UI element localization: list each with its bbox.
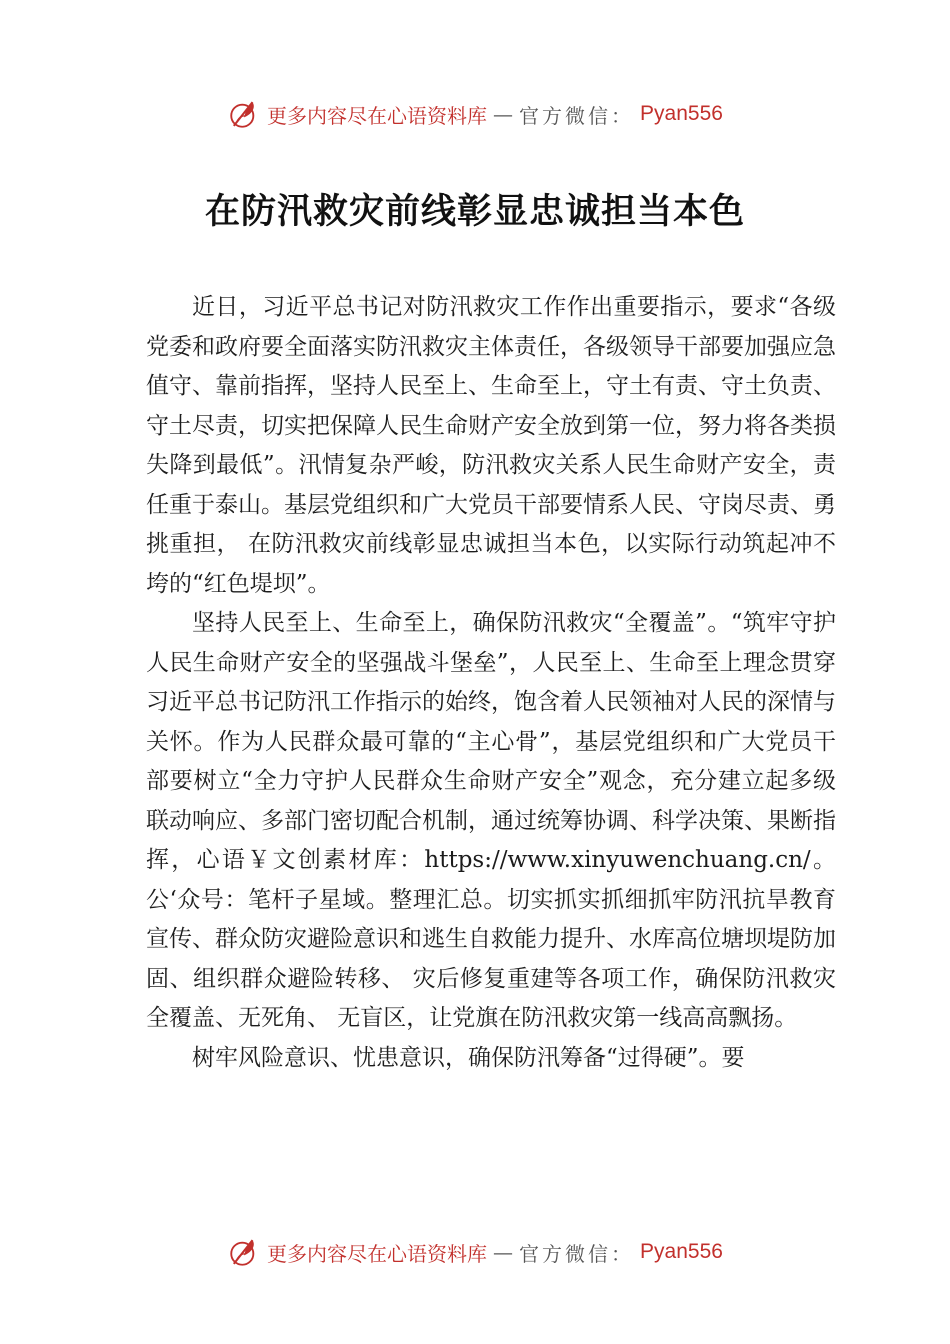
banner-wechat-id: Pyan556 bbox=[640, 1240, 723, 1263]
document-body bbox=[146, 288, 836, 1078]
feather-pen-logo-icon bbox=[227, 1235, 261, 1269]
banner-wechat-id: Pyan556 bbox=[640, 102, 723, 125]
paragraph: 树牢风险意识、忧患意识，确保防汛筹备“过得硬”。要 bbox=[192, 1044, 745, 1071]
paragraph: 近日，习近平总书记对防汛救灾工作作出重要指示，要求“各级党委和政府要全面落实防汛救灾主体责任，各级领导干部要加强应急值守、靠前指挥，坚持人民至上、生命至上，守土有责、守土负责、守土尽责，切实把保障人民生命财产安全放到第一位，努力将各类损失降到最低”。汛情复杂严峻，防汛救灾关系人民生命财产安全，责任重于泰山。基层党组织和广大党员干部要情系人民、守岗尽责、勇挑重担， 在防汛救灾前线彰显忠诚担当本色，以实际行动筑起冲不垮的“红色堤坝”。 bbox=[146, 294, 836, 597]
banner-separator: — bbox=[493, 1240, 514, 1264]
document-title: 在防汛救灾前线彰显忠诚担当本色 bbox=[204, 192, 745, 232]
header-watermark-banner bbox=[0, 92, 950, 136]
paragraph: 坚持人民至上、生命至上，确保防汛救灾“全覆盖”。“筑牢守护人民生命财产安全的坚强战斗堡垒”，人民至上、生命至上理念贯穿习近平总书记防汛工作指示的始终，饱含着人民领袖对人民的深情与关怀。作为人民群众最可靠的“主心骨”，基层党组织和广大党员干部要树立“全力守护人民群众生命财产安全”观念，充分建立起多级联动响应、多部门密切配合机制，通过统筹协调、科学决策、果断指挥，心语￥文创素材库：https://www.xinyuwenchuang.cn/。公‘众号：笔杆子星域。整理汇总。切实抓实抓细抓牢防汛抗旱教育宣传、群众防灾避险意识和逃生自救能力提升、水库高位塘坝堤防加固、组织群众避险转移、 灾后修复重建等各项工作，确保防汛救灾全覆盖、无死角、 无盲区，让党旗在防汛救灾第一线高高飘扬。 bbox=[146, 610, 836, 1031]
banner-site-text: 更多内容尽在心语资料库 bbox=[267, 1241, 488, 1266]
feather-pen-logo-icon bbox=[227, 97, 261, 131]
footer-watermark-banner bbox=[0, 1230, 950, 1274]
banner-wechat-label: 官方微信： bbox=[519, 1241, 635, 1266]
banner-separator: — bbox=[493, 102, 514, 126]
banner-wechat-label: 官方微信： bbox=[519, 103, 635, 128]
banner-site-text: 更多内容尽在心语资料库 bbox=[267, 103, 488, 128]
